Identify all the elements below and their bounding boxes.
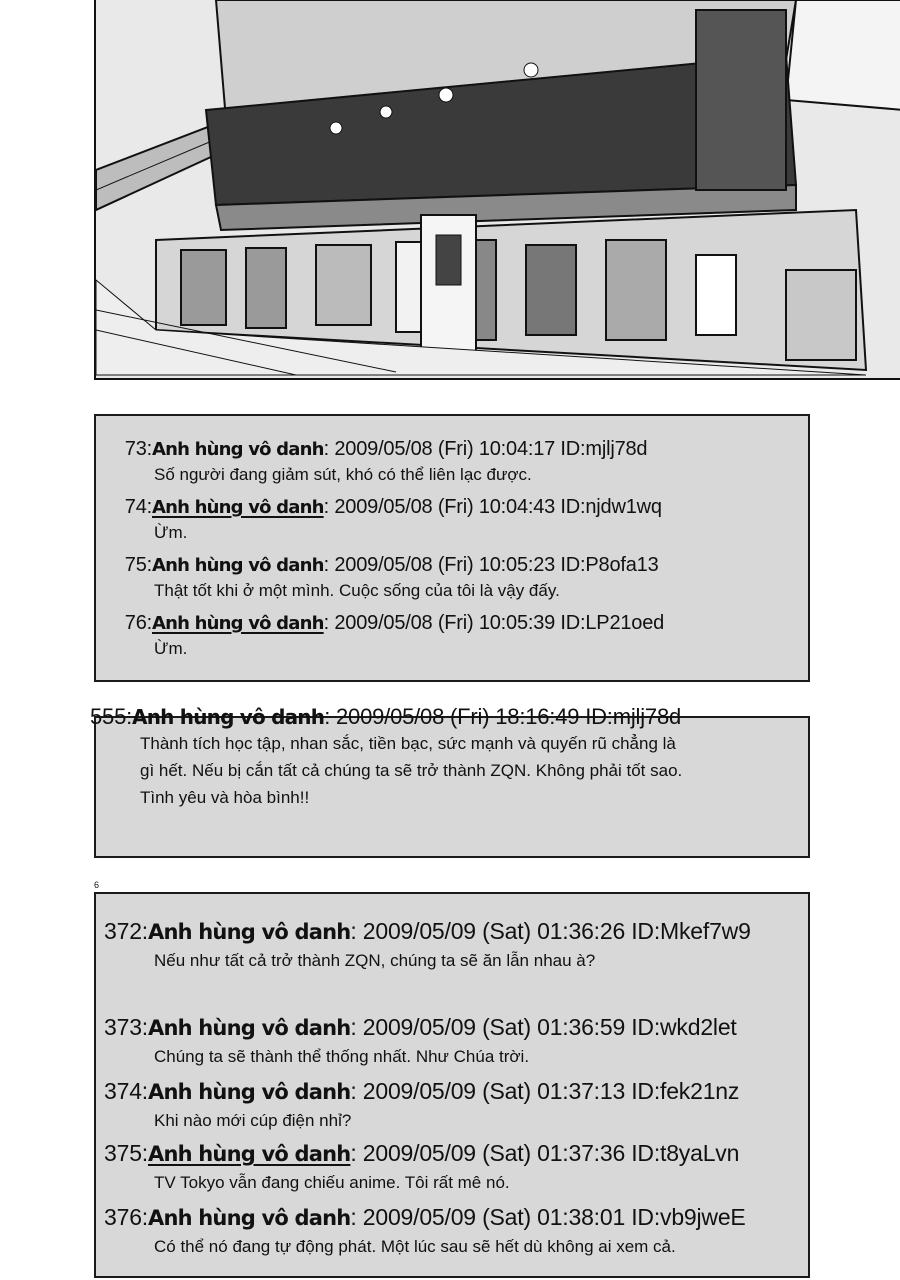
- forum-post: [92, 1140, 808, 1193]
- post-separator: :: [350, 1204, 357, 1230]
- post-separator: :: [350, 1014, 357, 1040]
- post-meta: 2009/05/08 (Fri) 10:04:43 ID:njdw1wq: [329, 496, 662, 518]
- station-illustration: [94, 0, 900, 380]
- forum-post: [90, 704, 808, 811]
- poster-name: Anh hùng vô danh: [152, 439, 324, 460]
- poster-name: Anh hùng vô danh: [148, 1016, 351, 1040]
- post-header: [92, 1140, 808, 1167]
- post-text: TV Tokyo vẫn đang chiếu anime. Tôi rất mê nó.: [154, 1173, 510, 1192]
- post-number: 76:: [124, 612, 152, 634]
- post-text-line: gì hết. Nếu bị cắn tất cả chúng ta sẽ trở thành ZQN. Không phải tốt sao.: [140, 761, 683, 780]
- forum-post: [92, 1078, 808, 1131]
- forum-panel-2: [90, 704, 810, 858]
- post-text: Nếu như tất cả trở thành ZQN, chúng ta sẽ ăn lẫn nhau à?: [154, 951, 596, 970]
- post-separator: :: [350, 1140, 357, 1166]
- post-header: [92, 918, 808, 945]
- post-meta: 2009/05/09 (Sat) 01:37:13 ID:fek21nz: [356, 1078, 740, 1104]
- post-text: Có thể nó đang tự động phát. Một lúc sau sẽ hết dù không ai xem cả.: [154, 1237, 676, 1256]
- post-number: 374:: [104, 1078, 148, 1104]
- poster-name: Anh hùng vô danh: [132, 705, 325, 729]
- post-separator: :: [350, 1078, 357, 1104]
- post-header: [96, 496, 808, 519]
- post-header: [96, 438, 808, 461]
- post-separator: :: [324, 704, 331, 729]
- forum-panel-3: [94, 892, 810, 1278]
- post-separator: :: [323, 496, 330, 518]
- post-meta: 2009/05/09 (Sat) 01:36:26 ID:Mkef7w9: [356, 918, 751, 944]
- poster-name: Anh hùng vô danh: [152, 497, 324, 518]
- post-number: 372:: [104, 918, 148, 944]
- post-text-line: Thành tích học tập, nhan sắc, tiền bạc, sức mạnh và quyến rũ chẳng là: [140, 734, 676, 753]
- page-number: 6: [94, 880, 100, 890]
- post-text: Ừm.: [154, 639, 188, 658]
- post-header: [90, 704, 808, 730]
- forum-panel-1: [94, 414, 810, 682]
- poster-name: Anh hùng vô danh: [148, 920, 351, 944]
- poster-name: Anh hùng vô danh: [152, 555, 324, 576]
- post-number: 373:: [104, 1014, 148, 1040]
- poster-name: Anh hùng vô danh: [148, 1206, 351, 1230]
- post-meta: 2009/05/08 (Fri) 10:04:17 ID:mjlj78d: [329, 438, 648, 460]
- forum-post: [92, 1204, 808, 1257]
- forum-post: [96, 612, 808, 659]
- post-separator: :: [350, 918, 357, 944]
- post-header: [96, 554, 808, 577]
- forum-post: [92, 918, 808, 971]
- post-meta: 2009/05/08 (Fri) 10:05:39 ID:LP21oed: [329, 612, 665, 634]
- post-meta: 2009/05/08 (Fri) 18:16:49 ID:mjlj78d: [330, 704, 682, 729]
- post-text: Số người đang giảm sút, khó có thể liên lạc được.: [154, 465, 532, 484]
- post-text: Chúng ta sẽ thành thể thống nhất. Như Chúa trời.: [154, 1047, 530, 1066]
- poster-name: Anh hùng vô danh: [148, 1080, 351, 1104]
- poster-name: Anh hùng vô danh: [152, 613, 324, 634]
- post-number: 555:: [90, 704, 133, 729]
- post-number: 75:: [124, 554, 152, 576]
- post-header: [96, 612, 808, 635]
- post-header: [92, 1014, 808, 1041]
- post-text: Thật tốt khi ở một mình. Cuộc sống của tôi là vậy đấy.: [154, 581, 560, 600]
- post-meta: 2009/05/09 (Sat) 01:38:01 ID:vb9jweE: [356, 1204, 746, 1230]
- post-separator: :: [323, 612, 330, 634]
- post-meta: 2009/05/08 (Fri) 10:05:23 ID:P8ofa13: [329, 554, 659, 576]
- forum-post: [96, 438, 808, 485]
- post-meta: 2009/05/09 (Sat) 01:36:59 ID:wkd2let: [356, 1014, 737, 1040]
- post-meta: 2009/05/09 (Sat) 01:37:36 ID:t8yaLvn: [356, 1140, 740, 1166]
- post-header: [92, 1204, 808, 1231]
- post-text: Ừm.: [154, 523, 188, 542]
- post-number: 73:: [124, 438, 152, 460]
- post-header: [92, 1078, 808, 1105]
- post-separator: :: [323, 438, 330, 460]
- forum-post: [96, 554, 808, 601]
- post-text-line: Tình yêu và hòa bình!!: [140, 788, 310, 807]
- poster-name: Anh hùng vô danh: [148, 1142, 351, 1166]
- forum-post: [92, 1014, 808, 1067]
- post-number: 375:: [104, 1140, 148, 1166]
- post-text: Khi nào mới cúp điện nhỉ?: [154, 1111, 352, 1130]
- forum-post: [96, 496, 808, 543]
- post-separator: :: [323, 554, 330, 576]
- post-number: 74:: [124, 496, 152, 518]
- post-number: 376:: [104, 1204, 148, 1230]
